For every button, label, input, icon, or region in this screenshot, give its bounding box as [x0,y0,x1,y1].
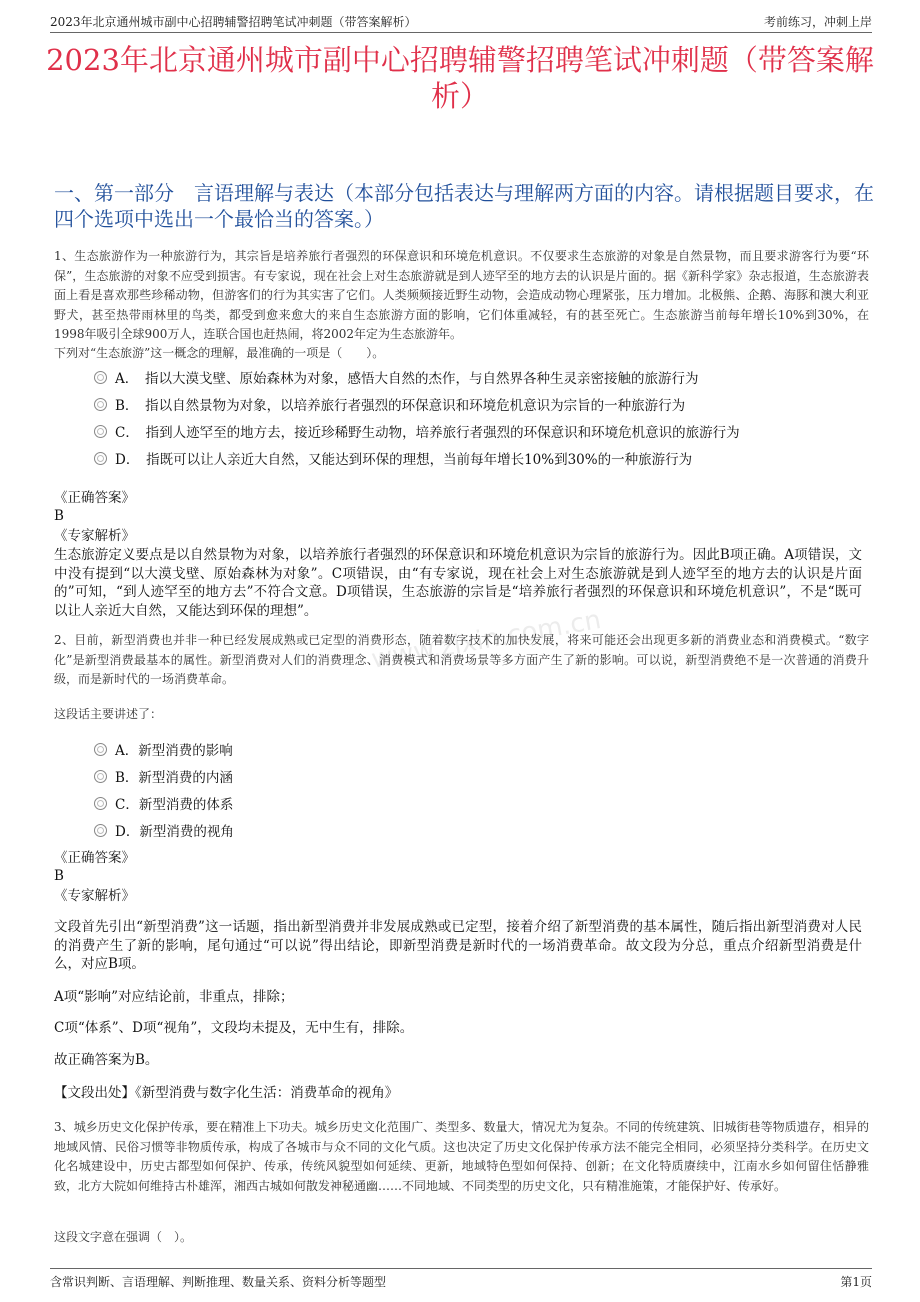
radio-icon[interactable] [94,770,107,783]
header-doc-title: 2023年北京通州城市副中心招聘辅警招聘笔试冲刺题（带答案解析） [50,15,417,29]
q1-question: 下列对“生态旅游”这一概念的理解，最准确的一项是（ ）。 [54,346,385,360]
q1-option-b[interactable]: B． 指以自然景物为对象，以培养旅行者强烈的环保意识和环境危机意识为宗旨的一种旅游行为 [94,394,685,414]
page-number: 第1页 [840,1275,872,1289]
radio-icon[interactable] [94,398,107,411]
radio-icon[interactable] [94,743,107,756]
q2-answer: B [54,868,64,884]
q2-answer-label: 《正确答案》 [54,850,135,866]
q2-source: 【文段出处】《新型消费与数字化生活：消费革命的视角》 [54,1085,399,1101]
page-footer [50,1268,872,1289]
q2-stem: 2、目前，新型消费也并非一种已经发展成熟或已定型的消费形态，随着数字技术的加快发展，将来可能还会出现更多新的消费业态和消费模式。“数字化”是新型消费最基本的属性。新型消费对人们的消费理念、消费模式和消费场景等多方面产生了新的影响。可以说，新型消费绝不是一次普通的消费升级，而是新时代的一场消费革命。 [54,633,869,686]
q2-analysis-conclusion: 故正确答案为B。 [54,1052,159,1068]
radio-icon[interactable] [94,425,107,438]
radio-icon[interactable] [94,797,107,810]
q1-answer-label: 《正确答案》 [54,490,135,506]
page-header [50,10,872,33]
section-heading: 一、第一部分 言语理解与表达（本部分包括表达与理解两方面的内容。请根据题目要求，在四个选项中选出一个最恰当的答案。） [54,181,874,231]
header-slogan: 考前练习，冲刺上岸 [763,15,872,29]
q2-option-d[interactable]: D．新型消费的视角 [94,820,234,840]
radio-icon[interactable] [94,824,107,837]
q2-option-c[interactable]: C．新型消费的体系 [94,793,233,813]
footer-topics: 含常识判断、言语理解、判断推理、数量关系、资料分析等题型 [50,1275,387,1289]
q1-option-c[interactable]: C． 指到人迹罕至的地方去，接近珍稀野生动物，培养旅行者强烈的环保意识和环境危机意识的旅游行为 [94,421,740,441]
q2-analysis-a: A项“影响”对应结论前，非重点，排除； [54,989,294,1005]
q2-analysis-cd: C项“体系”、D项“视角”，文段均未提及，无中生有，排除。 [54,1020,414,1036]
q1-stem: 1、生态旅游作为一种旅游行为，其宗旨是培养旅行者强烈的环保意识和环境危机意识。不仅要求生态旅游的对象是自然景物，而且要求游客行为要“环保”，生态旅游的对象不应受到损害。有专家说，现在社会上对生态旅游就是到人迹罕至的地方去的认识是片面的。据《新科学家》杂志报道，生态旅游表面上看是喜欢那些珍稀动物，但游客们的行为其实害了它们。人类频频接近野生动物，会造成动物心理紧张，压力增加。北极熊、企鹅、海豚和澳大利亚野犬，甚至热带雨林里的鸟类，都受到愈来愈大的来自生态旅游方面的影响，它们体重减轻，有的甚至死亡。生态旅游当前每年增长10%到30%，在1998年吸引全球900万人，连联合国也赶热闹，将2002年定为生态旅游年。 [54,249,869,341]
q1-answer: B [54,508,64,524]
q3-question: 这段文字意在强调（ ）。 [54,1230,193,1244]
q2-option-b[interactable]: B．新型消费的内涵 [94,766,233,786]
q1-analysis: 生态旅游定义要点是以自然景物为对象，以培养旅行者强烈的环保意识和环境危机意识为宗旨的旅游行为。因此B项正确。A项错误，文中没有提到“以大漠戈壁、原始森林为对象”。C项错误，由“有专家说，现在社会上对生态旅游就是到人迹罕至的地方去的认识是片面的”可知，“到人迹罕至的地方去”不符合文意。D项错误，生态旅游的宗旨是“培养旅行者强烈的环保意识和环境危机意识”，不是“既可以让人亲近大自然，又能达到环保的理想”。 [54,547,862,619]
q1-option-a[interactable]: A． 指以大漠戈壁、原始森林为对象，感悟大自然的杰作，与自然界各种生灵亲密接触的旅游行为 [94,367,699,387]
q2-analysis-main: 文段首先引出“新型消费”这一话题，指出新型消费并非发展成熟或已定型，接着介绍了新型消费的基本属性，随后指出新型消费对人民的消费产生了新的影响，尾句通过“可以说”得出结论，即新型消费是新时代的一场消费革命。故文段为分总，重点介绍新型消费是什么，对应B项。 [54,919,862,972]
radio-icon[interactable] [94,452,107,465]
radio-icon[interactable] [94,371,107,384]
q2-expert-label: 《专家解析》 [54,888,135,904]
q2-question: 这段话主要讲述了： [54,707,163,721]
q3-stem: 3、城乡历史文化保护传承，要在精准上下功夫。城乡历史文化范围广、类型多、数量大，情况尤为复杂。不同的传统建筑、旧城街巷等物质遗存，相异的地域风情、民俗习惯等非物质传承，构成了各城市与众不同的文化气质。这也决定了历史文化保护传承方法不能完全相同，必须坚持分类科学。在历史文化名城建设中，历史古都型如何保护、传承，传统风貌型如何延续、更新，地域特色型如何保持、创新；在文化特质赓续中，江南水乡如何留住恬静雅致，北方大院如何维持古朴雄浑，湘西古城如何散发神秘通幽……不同地域、不同类型的历史文化，只有精准施策，才能保护好、传承好。 [54,1120,869,1193]
q2-option-a[interactable]: A．新型消费的影响 [94,739,233,759]
watermark: www.zixin.com.cn [369,605,604,675]
page-title: 2023年北京通州城市副中心招聘辅警招聘笔试冲刺题（带答案解析） [46,43,874,113]
q1-expert-label: 《专家解析》 [54,528,135,544]
q1-option-d[interactable]: D． 指既可以让人亲近大自然，又能达到环保的理想，当前每年增长10%到30%的一种旅游行为 [94,448,692,468]
